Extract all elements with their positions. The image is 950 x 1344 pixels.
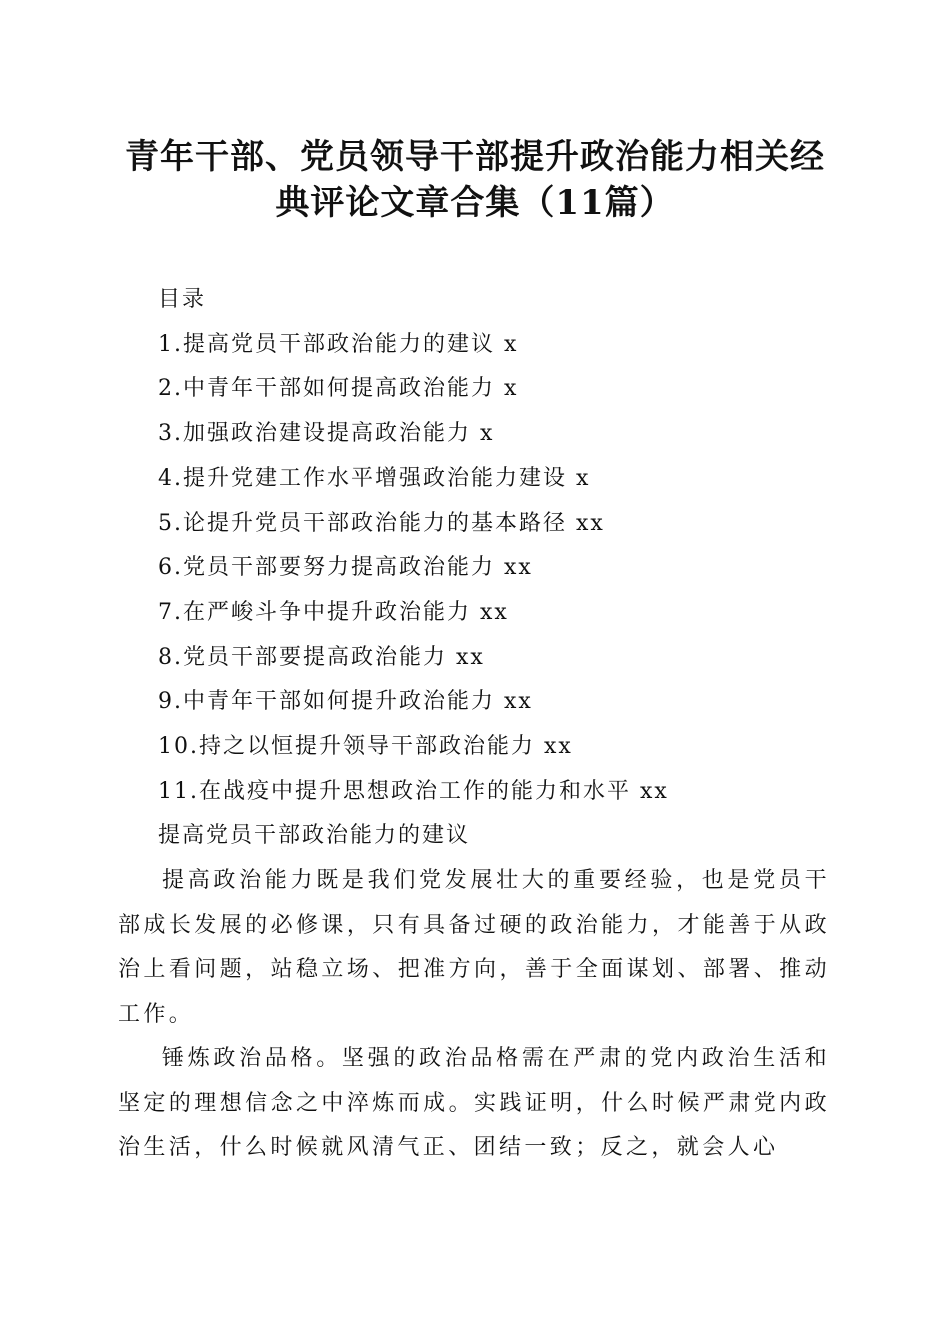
toc-item-7: 7.在严峻斗争中提升政治能力 xx [158,599,509,625]
toc-item-9: 9.中青年干部如何提升政治能力 xx [158,689,533,715]
toc-item-1: 1.提高党员干部政治能力的建议 x [158,331,519,357]
table-of-contents [158,278,838,859]
toc-heading: 目录 [158,287,207,312]
toc-item-5: 5.论提升党员干部政治能力的基本路径 xx [158,510,605,536]
toc-item-11: 11.在战疫中提升思想政治工作的能力和水平 xx [158,778,669,804]
document-title [100,134,850,226]
toc-item-4: 4.提升党建工作水平增强政治能力建设 x [158,465,591,491]
body-paragraph: 锤炼政治品格。坚强的政治品格需在严肃的党内政治生活和坚定的理想信念之中淬炼而成。实践证明，什么时候严肃党内政治生活，什么时候就风清气正、团结一致；反之，就会人心 [118,1046,830,1161]
body-paragraph: 提高政治能力既是我们党发展壮大的重要经验，也是党员干部成长发展的必修课，只有具备过硬的政治能力，才能善于从政治上看问题，站稳立场、把准方向，善于全面谋划、部署、推动工作。 [118,868,830,1028]
toc-item-2: 2.中青年干部如何提高政治能力 x [158,376,519,402]
title-line-2: 典评论文章合集（11篇） [275,183,675,223]
section-title: 提高党员干部政治能力的建议 [158,823,471,849]
title-line-1: 青年干部、党员领导干部提升政治能力相关经 [125,137,825,177]
toc-item-8: 8.党员干部要提高政治能力 xx [158,644,485,670]
toc-item-10: 10.持之以恒提升领导干部政治能力 xx [158,734,573,760]
toc-item-6: 6.党员干部要努力提高政治能力 xx [158,555,533,581]
toc-item-3: 3.加强政治建设提高政治能力 x [158,421,495,447]
